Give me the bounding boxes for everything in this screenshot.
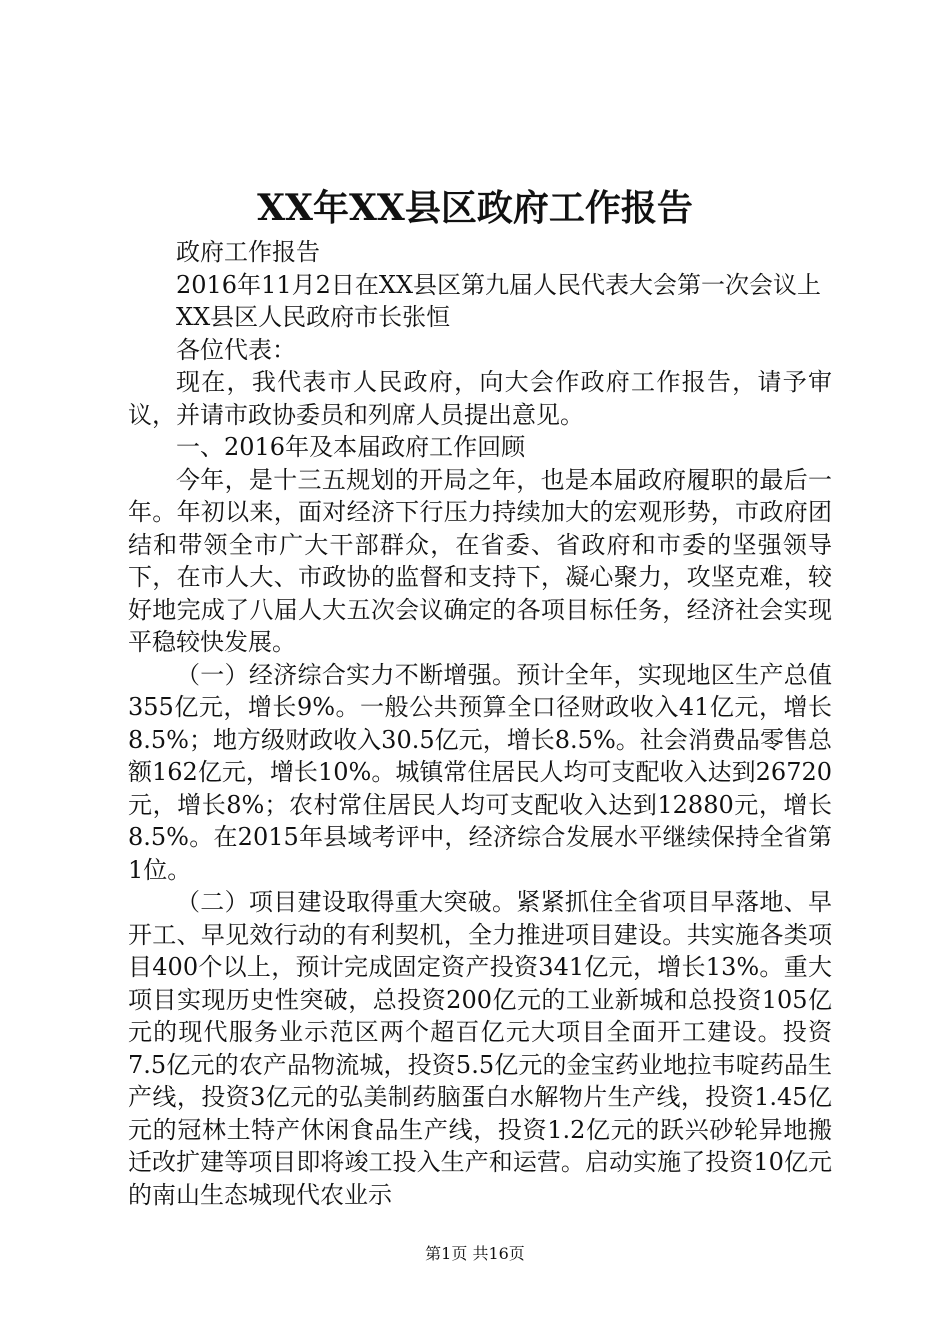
page-footer: 第1页 共16页 [425,1244,525,1263]
document-body [128,236,832,1211]
paragraph: （二）项目建设取得重大突破。紧紧抓住全省项目早落地、早开工、早见效行动的有利契机，全力推进项目建设。共实施各类项目400个以上，预计完成固定资产投资341亿元，增长13%。重大项目实现历史性突破，总投资200亿元的工业新城和总投资105亿元的现代服务业示范区两个超百亿元大项目全面开工建设。投资7.5亿元的农产品物流城，投资5.5亿元的金宝药业地拉韦啶药品生产线，投资3亿元的弘美制药脑蛋白水解物片生产线，投资1.45亿元的冠林土特产休闲食品生产线，投资1.2亿元的跃兴砂轮异地搬迁改扩建等项目即将竣工投入生产和运营。启动实施了投资10亿元的南山生态城现代农业示 [128,888,832,1209]
paragraph: 政府工作报告 [176,238,320,266]
section-heading: 一、2016年及本届政府工作回顾 [176,433,526,461]
paragraph: XX县区人民政府市长张恒 [176,303,451,331]
paragraph: 各位代表： [176,335,296,364]
document-title: XX年XX县区政府工作报告 [257,187,693,229]
paragraph: （一）经济综合实力不断增强。预计全年，实现地区生产总值355亿元，增长9%。一般公共预算全口径财政收入41亿元，增长8.5%；地方级财政收入30.5亿元，增长8.5%。社会消费品零售总额162亿元，增长10%。城镇常住居民人均可支配收入达到26720元，增长8%；农村常住居民人均可支配收入达到12880元，增长8.5%。在2015年县域考评中，经济综合发展水平继续保持全省第1位。 [128,660,832,884]
paragraph: 2016年11月2日在XX县区第九届人民代表大会第一次会议上 [176,270,822,299]
paragraph: 今年，是十三五规划的开局之年，也是本届政府履职的最后一年。年初以来，面对经济下行压力持续加大的宏观形势，市政府团结和带领全市广大干部群众，在省委、省政府和市委的坚强领导下，在市人大、市政协的监督和支持下，凝心聚力，攻坚克难，较好地完成了八届人大五次会议确定的各项目标任务，经济社会实现平稳较快发展。 [128,465,832,656]
paragraph: 现在，我代表市人民政府，向大会作政府工作报告，请予审议，并请市政协委员和列席人员提出意见。 [128,368,832,429]
